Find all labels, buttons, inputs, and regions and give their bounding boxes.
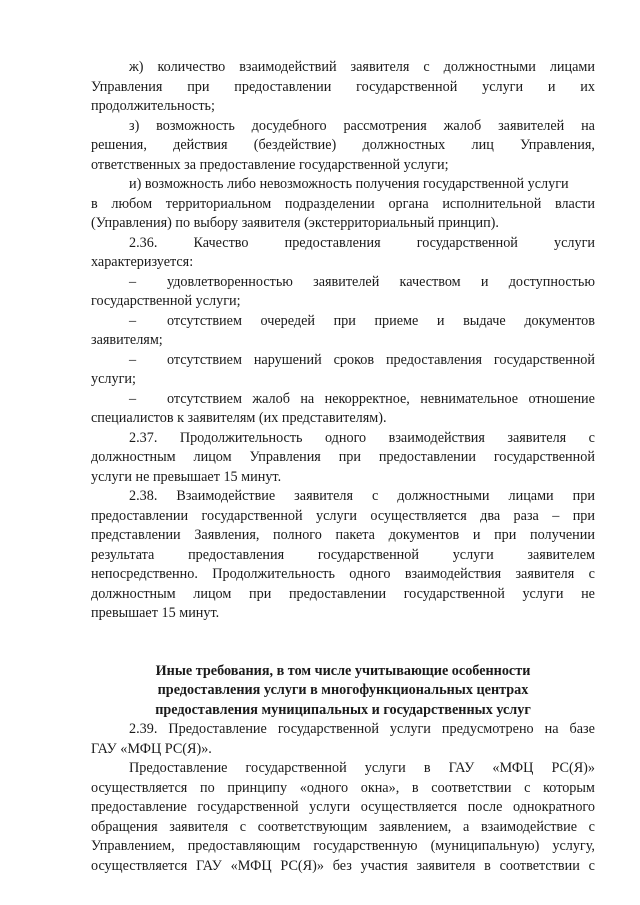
word: заявителя <box>416 857 476 874</box>
word: которым <box>543 779 595 796</box>
word: заявителя <box>350 59 410 75</box>
word: базе <box>569 721 595 737</box>
word: с <box>239 818 247 835</box>
word: участия <box>360 857 408 874</box>
word: с <box>588 429 595 446</box>
word: заявлением, <box>379 818 452 835</box>
word: действия <box>173 137 228 153</box>
word: услуги <box>309 799 351 815</box>
paragraph-line <box>91 136 595 156</box>
word: предоставлении <box>378 449 476 465</box>
word: с <box>524 779 531 796</box>
word: документов <box>388 527 460 543</box>
word: очередей <box>260 312 315 329</box>
word: однократного <box>513 799 595 815</box>
paragraph-line <box>91 526 595 546</box>
word: принципу <box>227 779 288 796</box>
word: не <box>581 585 595 602</box>
word: без <box>332 857 352 874</box>
word: с <box>588 857 595 874</box>
word: отсутствием <box>167 312 242 329</box>
word: отсутствием <box>167 351 242 368</box>
word: результата <box>91 546 155 563</box>
paragraph-line <box>91 585 595 605</box>
word: Управления, <box>520 137 595 153</box>
word: лицом <box>193 449 232 465</box>
word: при <box>333 312 356 329</box>
dash-bullet: – <box>129 390 137 407</box>
word: услуги <box>482 78 524 95</box>
word: осуществляется <box>360 799 458 815</box>
word: и <box>472 527 481 543</box>
word: предусмотрено <box>441 721 534 737</box>
word: заявителя <box>507 429 567 446</box>
word: должностными <box>443 59 536 75</box>
word: и <box>436 312 445 329</box>
word: з) <box>129 117 140 134</box>
document-page <box>91 58 595 876</box>
word: одного <box>349 566 391 582</box>
word: лицами <box>549 59 595 75</box>
word: осуществляется <box>91 779 188 796</box>
word: на <box>300 390 315 407</box>
word: качеством <box>399 273 461 290</box>
word: количество <box>157 59 226 75</box>
word: при <box>572 507 595 524</box>
word: Качество <box>193 234 249 251</box>
word: при <box>494 527 517 543</box>
word: государственной <box>197 799 299 815</box>
word: взаимодействия <box>388 429 485 446</box>
word: а <box>463 818 470 835</box>
word: решения, <box>91 137 147 153</box>
paragraph-line <box>91 779 595 799</box>
list-item-text <box>167 351 595 371</box>
word: представлении <box>91 527 181 543</box>
word: государственной <box>277 721 379 737</box>
section-gap <box>91 624 595 662</box>
paragraph-line <box>91 507 595 527</box>
word: при <box>249 585 272 602</box>
word: Управлением, <box>91 838 175 854</box>
paragraph-line <box>91 759 595 779</box>
paragraph-line <box>91 429 595 449</box>
word: при <box>338 449 361 465</box>
word: рассмотрения <box>343 117 427 134</box>
word: государственной <box>493 351 595 368</box>
word: РС(Я)» <box>551 760 595 776</box>
word: ГАУ <box>196 857 222 874</box>
word: жалоб <box>252 390 290 407</box>
list-item <box>91 390 595 410</box>
word: заявителя <box>169 818 229 835</box>
word: предоставления <box>284 234 381 251</box>
paragraph-line <box>91 798 595 818</box>
list-item-text <box>167 312 595 332</box>
word: «МФЦ <box>230 857 272 874</box>
word: на <box>544 721 559 737</box>
word: в <box>411 779 419 796</box>
word: с <box>588 818 595 835</box>
paragraph-line: продолжительность; <box>91 98 215 114</box>
word: государственной <box>245 760 347 776</box>
word: и <box>480 273 489 290</box>
word: одного <box>325 429 367 446</box>
word: получении <box>530 527 595 543</box>
paragraph-line: характеризуется: <box>91 254 194 270</box>
word: взаимодействия <box>404 566 502 582</box>
word: с <box>371 488 379 504</box>
paragraph-line <box>91 818 595 838</box>
word: предоставляющим <box>187 838 301 854</box>
paragraph-line <box>91 837 595 857</box>
word: жалоб <box>443 117 482 134</box>
word: 2.37. <box>129 429 158 446</box>
list-item-text <box>167 390 595 410</box>
word: отсутствием <box>167 390 242 407</box>
word: должностными <box>397 488 490 504</box>
word: раза <box>513 507 539 524</box>
word: услуги <box>452 546 494 563</box>
word: 2.38. <box>129 488 158 504</box>
word: соответствующим <box>257 818 368 835</box>
word: власти <box>554 195 595 212</box>
word: взаимодействие <box>480 818 578 835</box>
word: соответствии <box>499 857 580 874</box>
word: некорректное, <box>324 390 410 407</box>
word: окна», <box>360 779 400 796</box>
paragraph-line: государственной услуги; <box>91 293 241 309</box>
paragraph-line: ГАУ «МФЦ РС(Я)». <box>91 740 212 757</box>
word: заявителей <box>498 117 565 134</box>
paragraph-line <box>91 117 595 137</box>
word: при <box>187 78 210 95</box>
dash-bullet: – <box>129 351 137 368</box>
paragraph-line <box>91 565 595 585</box>
word: Предоставление <box>129 760 228 776</box>
word: 2.36. <box>129 234 158 251</box>
word: (бездействие) <box>253 137 337 153</box>
word: ж) <box>129 59 144 75</box>
paragraph-line: услуги; <box>91 371 136 387</box>
word: 2.39. <box>129 721 158 737</box>
word: должностным <box>91 585 176 602</box>
word: должностным <box>91 449 176 465</box>
paragraph-line <box>91 58 595 78</box>
word: услуги <box>364 760 406 776</box>
word: Предоставление <box>168 721 267 737</box>
word: услугу, <box>552 838 595 854</box>
word: любом <box>111 195 153 212</box>
word: услуги <box>522 585 564 602</box>
word: по <box>200 779 215 796</box>
paragraph-line: специалистов к заявителям (их представителям). <box>91 410 387 426</box>
word: осуществляется <box>91 857 188 874</box>
word: в <box>484 857 491 874</box>
word: Управления <box>91 78 163 95</box>
word: (муниципальную) <box>430 838 540 854</box>
paragraph-line <box>91 720 595 740</box>
word: лиц <box>471 137 494 153</box>
word: заявителей <box>313 273 380 290</box>
word: подразделении <box>284 195 375 212</box>
word: должностных <box>362 137 446 153</box>
paragraph-line <box>91 448 595 468</box>
dash-bullet: – <box>129 273 137 290</box>
word: государственной <box>201 507 303 524</box>
word: территориальном <box>165 195 272 212</box>
word: соответствии <box>431 779 512 796</box>
word: заявителя <box>515 566 575 582</box>
word: органа <box>388 195 429 212</box>
word: «МФЦ <box>492 760 534 776</box>
paragraph-line: ответственных за предоставление государственной услуги; <box>91 156 449 173</box>
list-item-text <box>167 273 595 293</box>
paragraph-line: превышает 15 минут. <box>91 605 220 621</box>
list-item <box>91 351 595 371</box>
list-item <box>91 312 595 332</box>
word: государственную <box>313 838 418 854</box>
word: Взаимодействие <box>176 488 276 504</box>
word: отношение <box>528 390 595 407</box>
paragraph-line <box>91 546 595 566</box>
word: выдаче <box>463 312 506 329</box>
word: предоставлении <box>288 585 387 602</box>
word: приеме <box>374 312 419 329</box>
word: предоставлении <box>234 78 332 95</box>
word: взаимодействий <box>239 59 337 75</box>
word: с <box>423 59 430 75</box>
word: заявителем <box>527 546 595 563</box>
word: с <box>588 566 595 582</box>
word: государственной <box>403 585 505 602</box>
word: после <box>467 799 503 815</box>
word: сроков <box>333 351 375 368</box>
word: предоставления <box>385 351 482 368</box>
list-item <box>91 273 595 293</box>
word: предоставления <box>188 546 285 563</box>
dash-bullet: – <box>129 312 137 329</box>
word: нарушений <box>253 351 322 368</box>
word: два <box>480 507 501 524</box>
word: – <box>552 507 560 524</box>
word: государственной <box>317 546 419 563</box>
word: ГАУ <box>448 760 475 776</box>
word: доступностью <box>508 273 595 290</box>
word: пакета <box>335 527 375 543</box>
word: исполнительной <box>442 195 542 212</box>
word: предоставление <box>91 799 187 815</box>
word: осуществляется <box>370 507 467 524</box>
paragraph-line: заявителям; <box>91 332 163 348</box>
section-heading: предоставления муниципальных и государственных услуг <box>155 701 531 718</box>
word: лицами <box>508 488 554 504</box>
word: Продолжительность <box>212 566 335 582</box>
word: заявителя <box>294 488 353 504</box>
word: возможность <box>156 117 235 134</box>
word: государственной <box>416 234 518 251</box>
word: их <box>580 78 595 95</box>
section-heading: Иные требования, в том числе учитывающие особенности <box>155 662 531 679</box>
word: и <box>547 78 556 95</box>
paragraph-line: и) возможность либо невозможность получения государственной услуги <box>129 176 569 192</box>
word: предоставлении <box>91 507 189 524</box>
word: услуги <box>554 234 595 251</box>
paragraph-line <box>91 487 595 507</box>
section-heading: предоставления услуги в многофункциональных центрах <box>157 682 529 698</box>
word: невнимательное <box>420 390 519 407</box>
paragraph-line <box>91 195 595 215</box>
word: «одного <box>299 779 349 796</box>
paragraph-line <box>91 234 595 254</box>
word: государственной <box>356 78 458 95</box>
word: Заявления, <box>194 527 260 543</box>
word: удовлетворенностью <box>167 273 293 290</box>
paragraph-line <box>91 857 595 877</box>
word: Управления <box>249 449 321 465</box>
word: в <box>423 760 431 776</box>
word: государственной <box>493 449 595 465</box>
word: полного <box>273 527 322 543</box>
paragraph-line: (Управления) по выбору заявителя (экстерриториальный принцип). <box>91 215 499 231</box>
word: досудебного <box>251 117 327 134</box>
word: Продолжительность <box>179 429 303 446</box>
word: РС(Я)» <box>280 857 324 874</box>
word: услуги <box>389 721 431 737</box>
word: в <box>91 195 98 212</box>
word: лицом <box>193 585 232 602</box>
word: непосредственно. <box>91 566 198 582</box>
paragraph-line: услуги не превышает 15 минут. <box>91 468 282 485</box>
word: обращения <box>91 818 158 835</box>
word: документов <box>524 312 595 329</box>
word: при <box>572 488 595 504</box>
word: на <box>581 117 595 134</box>
paragraph-line <box>91 78 595 98</box>
word: услуги <box>316 507 357 524</box>
